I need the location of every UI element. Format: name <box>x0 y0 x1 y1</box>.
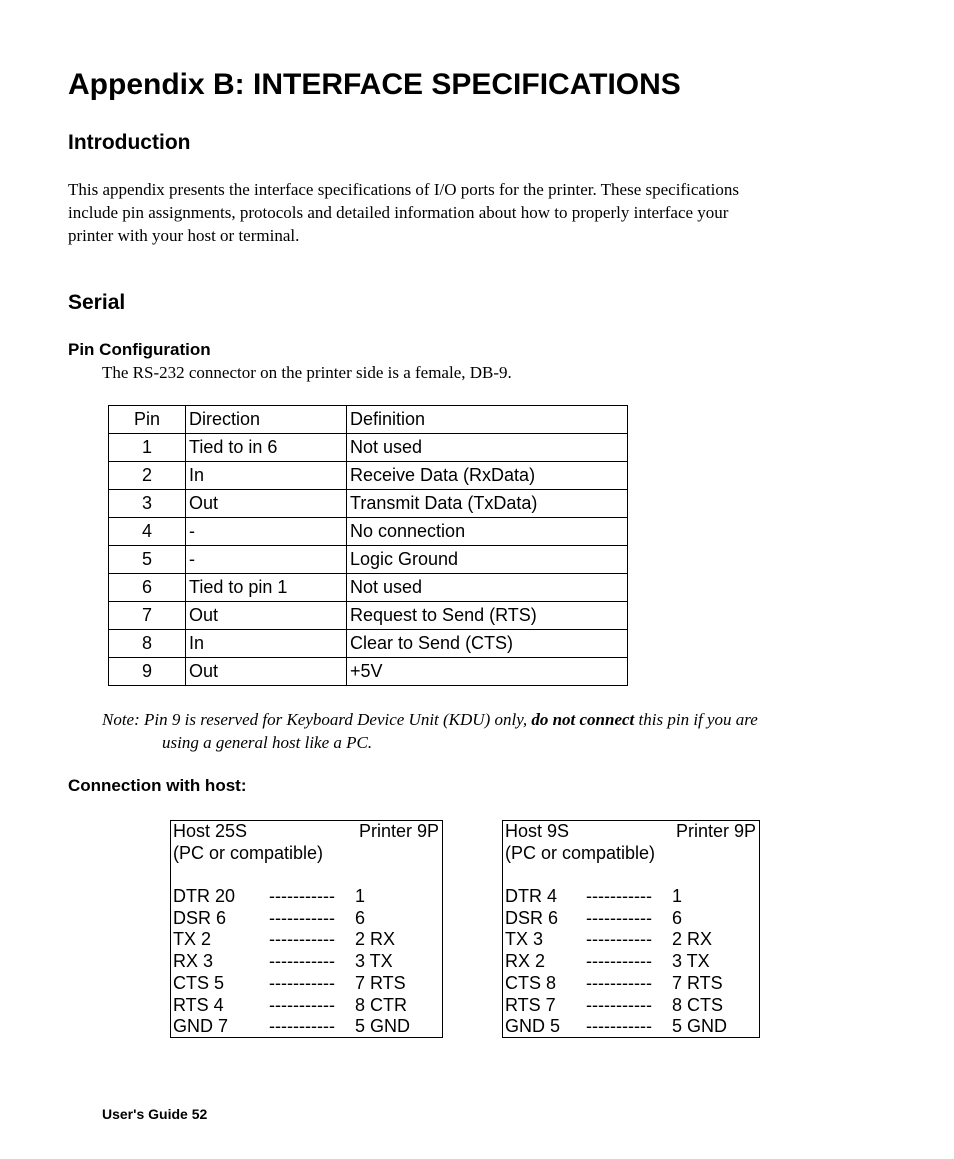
table-row <box>109 630 628 658</box>
intro-line: printer with your host or terminal. <box>68 226 300 245</box>
list-item <box>171 1016 442 1038</box>
intro-line: include pin assignments, protocols and detailed information about how to properly interface your <box>68 203 729 222</box>
printer-pin: 3 TX <box>355 951 393 972</box>
table-cell: 4 <box>109 518 186 546</box>
table-cell: Request to Send (RTS) <box>347 602 628 630</box>
note-emphasis: do not connect <box>531 710 635 729</box>
table-row <box>109 434 628 462</box>
page-footer: User's Guide 52 <box>102 1106 208 1122</box>
printer-pin: 7 RTS <box>355 972 406 993</box>
printer-pin: 1 <box>672 886 683 907</box>
table-cell: Not used <box>347 434 628 462</box>
table-cell: 7 <box>109 602 186 630</box>
host-pin: DSR 6 <box>505 907 559 928</box>
table-cell: Tied to in 6 <box>186 434 347 462</box>
table-cell: In <box>186 630 347 658</box>
wire: ----------- <box>586 1016 652 1037</box>
printer-pin: 8 CTS <box>672 994 724 1015</box>
wire: ----------- <box>586 994 652 1015</box>
table-cell: Out <box>186 658 347 686</box>
printer-pin: 2 RX <box>672 929 713 950</box>
printer-pin: 6 <box>672 907 683 928</box>
host-pin: DSR 6 <box>173 907 227 928</box>
printer-pin: 8 CTR <box>355 994 408 1015</box>
wire: ----------- <box>586 929 652 950</box>
column-header: Pin <box>109 406 186 434</box>
list-item <box>503 1016 759 1038</box>
connection-diagram-25s <box>170 820 443 1038</box>
serial-heading: Serial <box>68 291 126 314</box>
table-row <box>109 602 628 630</box>
host-pin: CTS 5 <box>173 972 225 993</box>
table-cell: Clear to Send (CTS) <box>347 630 628 658</box>
host-label: Host 9S <box>505 821 570 841</box>
column-header: Definition <box>347 406 628 434</box>
pin-config-heading: Pin Configuration <box>68 340 211 359</box>
printer-pin: 5 GND <box>672 1016 728 1037</box>
host-pin: TX 2 <box>173 929 212 950</box>
table-cell: Logic Ground <box>347 546 628 574</box>
table-cell: Receive Data (RxData) <box>347 462 628 490</box>
host-pin: RX 2 <box>505 951 546 972</box>
wire: ----------- <box>586 886 652 907</box>
printer-pin: 3 TX <box>672 951 710 972</box>
table-cell: In <box>186 462 347 490</box>
table-cell: Out <box>186 602 347 630</box>
host-pin: RX 3 <box>173 951 214 972</box>
host-pin: TX 3 <box>505 929 544 950</box>
connection-diagram-9s <box>502 820 760 1038</box>
list-item <box>171 995 442 1017</box>
list-item <box>171 951 442 973</box>
host-pin: DTR 20 <box>173 886 236 907</box>
list-item <box>171 973 442 995</box>
printer-pin: 7 RTS <box>672 972 723 993</box>
wire: ----------- <box>269 972 335 993</box>
host-pin: GND 7 <box>173 1016 229 1037</box>
table-header-row <box>109 406 628 434</box>
wire: ----------- <box>586 972 652 993</box>
table-row <box>109 658 628 686</box>
table-row <box>109 462 628 490</box>
note-line2: using a general host like a PC. <box>162 733 373 752</box>
table-row <box>109 546 628 574</box>
list-item <box>503 951 759 973</box>
table-cell: 9 <box>109 658 186 686</box>
list-item <box>503 973 759 995</box>
note-prefix: Note: Pin 9 is reserved for Keyboard Device Unit (KDU) only, <box>102 710 532 729</box>
host-pin: RTS 4 <box>173 994 224 1015</box>
printer-pin: 2 RX <box>355 929 396 950</box>
host-pin: GND 5 <box>505 1016 561 1037</box>
intro-heading: Introduction <box>68 131 191 154</box>
printer-pin: 5 GND <box>355 1016 411 1037</box>
note-suffix: this pin if you are <box>634 710 758 729</box>
table-row <box>109 518 628 546</box>
wire: ----------- <box>586 951 652 972</box>
pin-config-text: The RS-232 connector on the printer side is a female, DB-9. <box>102 363 512 382</box>
table-cell: 1 <box>109 434 186 462</box>
host-sub-label: (PC or compatible) <box>505 842 656 863</box>
table-cell: Out <box>186 490 347 518</box>
host-sub-label: (PC or compatible) <box>173 842 324 863</box>
connection-heading: Connection with host: <box>68 776 247 795</box>
table-row <box>109 574 628 602</box>
table-cell: 8 <box>109 630 186 658</box>
table-row <box>109 490 628 518</box>
table-cell: +5V <box>347 658 628 686</box>
intro-paragraph <box>68 178 888 247</box>
table-cell: No connection <box>347 518 628 546</box>
column-header: Direction <box>186 406 347 434</box>
wire: ----------- <box>586 907 652 928</box>
list-item <box>503 886 759 908</box>
table-cell: Tied to pin 1 <box>186 574 347 602</box>
wire: ----------- <box>269 951 335 972</box>
host-pin: RTS 7 <box>505 994 556 1015</box>
list-item <box>171 908 442 930</box>
intro-line: This appendix presents the interface specifications of I/O ports for the printer. These specifications <box>68 180 739 199</box>
list-item <box>503 995 759 1017</box>
table-cell: 6 <box>109 574 186 602</box>
wire: ----------- <box>269 886 335 907</box>
table-cell: - <box>186 518 347 546</box>
list-item <box>171 929 442 951</box>
host-pin: DTR 4 <box>505 886 558 907</box>
printer-pin: 6 <box>355 907 366 928</box>
table-cell: Transmit Data (TxData) <box>347 490 628 518</box>
table-cell: 2 <box>109 462 186 490</box>
printer-pin: 1 <box>355 886 366 907</box>
page-title: Appendix B: INTERFACE SPECIFICATIONS <box>68 68 681 101</box>
list-item <box>171 886 442 908</box>
wire: ----------- <box>269 994 335 1015</box>
wire: ----------- <box>269 1016 335 1037</box>
list-item <box>503 908 759 930</box>
table-cell: - <box>186 546 347 574</box>
host-pin: CTS 8 <box>505 972 557 993</box>
wire: ----------- <box>269 929 335 950</box>
wire: ----------- <box>269 907 335 928</box>
host-label: Host 25S <box>173 821 248 841</box>
list-item <box>503 929 759 951</box>
printer-label: Printer 9P <box>358 821 439 841</box>
table-cell: 5 <box>109 546 186 574</box>
table-cell: Not used <box>347 574 628 602</box>
note <box>102 708 902 754</box>
table-cell: 3 <box>109 490 186 518</box>
pin-table <box>108 405 628 686</box>
printer-label: Printer 9P <box>675 821 756 841</box>
